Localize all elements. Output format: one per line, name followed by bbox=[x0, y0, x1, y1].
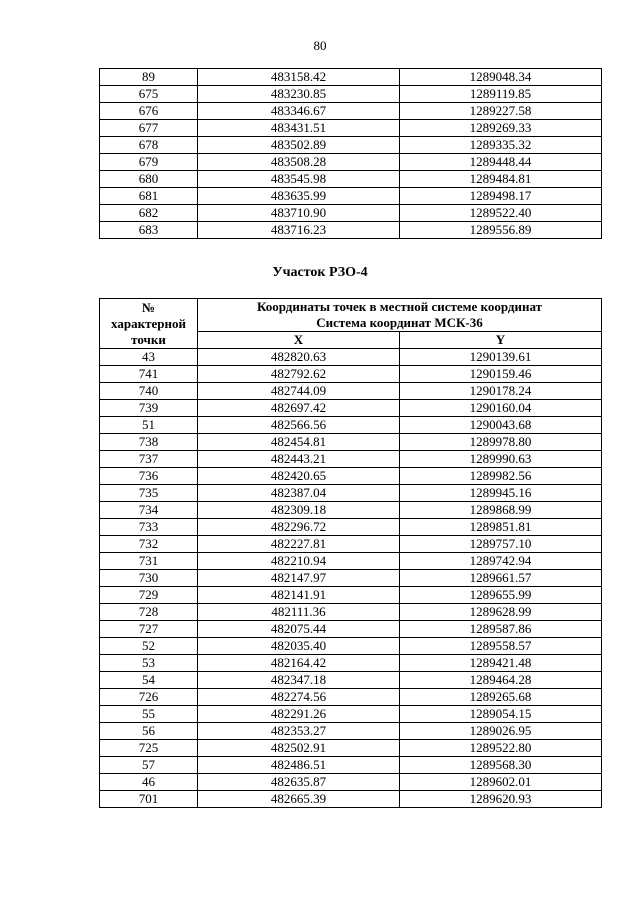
y-coordinate-cell: 1290043.68 bbox=[400, 417, 602, 434]
x-coordinate-cell: 483502.89 bbox=[198, 137, 400, 154]
y-coordinate-cell: 1289990.63 bbox=[400, 451, 602, 468]
header-point-number-line2: характерной bbox=[111, 315, 186, 331]
table-row bbox=[100, 366, 602, 383]
table-row bbox=[100, 120, 602, 137]
table-row bbox=[100, 655, 602, 672]
point-number-cell: 682 bbox=[100, 205, 198, 222]
point-number-cell: 89 bbox=[100, 69, 198, 86]
y-coordinate-cell: 1289556.89 bbox=[400, 222, 602, 239]
point-number-cell: 727 bbox=[100, 621, 198, 638]
table-row bbox=[100, 417, 602, 434]
y-coordinate-cell: 1289602.01 bbox=[400, 774, 602, 791]
y-coordinate-cell: 1289568.30 bbox=[400, 757, 602, 774]
point-number-cell: 675 bbox=[100, 86, 198, 103]
y-coordinate-cell: 1289945.16 bbox=[400, 485, 602, 502]
x-coordinate-cell: 482274.56 bbox=[198, 689, 400, 706]
y-coordinate-cell: 1289851.81 bbox=[400, 519, 602, 536]
table-row bbox=[100, 621, 602, 638]
coordinates-table-continued bbox=[99, 68, 602, 239]
point-number-cell: 738 bbox=[100, 434, 198, 451]
y-coordinate-cell: 1289448.44 bbox=[400, 154, 602, 171]
point-number-cell: 741 bbox=[100, 366, 198, 383]
table-header bbox=[100, 299, 602, 349]
point-number-cell: 679 bbox=[100, 154, 198, 171]
x-coordinate-cell: 482353.27 bbox=[198, 723, 400, 740]
x-coordinate-cell: 482291.26 bbox=[198, 706, 400, 723]
y-coordinate-cell: 1289048.34 bbox=[400, 69, 602, 86]
coordinates-table-rzo4 bbox=[99, 298, 602, 808]
point-number-cell: 737 bbox=[100, 451, 198, 468]
point-number-cell: 736 bbox=[100, 468, 198, 485]
x-coordinate-cell: 482075.44 bbox=[198, 621, 400, 638]
point-number-cell: 683 bbox=[100, 222, 198, 239]
x-coordinate-cell: 482454.81 bbox=[198, 434, 400, 451]
x-coordinate-cell: 482792.62 bbox=[198, 366, 400, 383]
y-coordinate-cell: 1290139.61 bbox=[400, 349, 602, 366]
x-coordinate-cell: 482486.51 bbox=[198, 757, 400, 774]
table-row bbox=[100, 434, 602, 451]
y-coordinate-cell: 1289982.56 bbox=[400, 468, 602, 485]
point-number-cell: 43 bbox=[100, 349, 198, 366]
table-row bbox=[100, 672, 602, 689]
point-number-cell: 735 bbox=[100, 485, 198, 502]
table-row bbox=[100, 468, 602, 485]
table-row bbox=[100, 774, 602, 791]
x-coordinate-cell: 483635.99 bbox=[198, 188, 400, 205]
x-coordinate-cell: 482502.91 bbox=[198, 740, 400, 757]
table-row bbox=[100, 451, 602, 468]
table-row bbox=[100, 604, 602, 621]
point-number-cell: 680 bbox=[100, 171, 198, 188]
point-number-cell: 734 bbox=[100, 502, 198, 519]
x-coordinate-cell: 483346.67 bbox=[198, 103, 400, 120]
y-coordinate-cell: 1289498.17 bbox=[400, 188, 602, 205]
x-coordinate-cell: 482111.36 bbox=[198, 604, 400, 621]
header-x: X bbox=[198, 332, 400, 349]
table-body bbox=[100, 69, 602, 239]
point-number-cell: 731 bbox=[100, 553, 198, 570]
x-coordinate-cell: 482035.40 bbox=[198, 638, 400, 655]
point-number-cell: 701 bbox=[100, 791, 198, 808]
point-number-cell: 57 bbox=[100, 757, 198, 774]
point-number-cell: 55 bbox=[100, 706, 198, 723]
y-coordinate-cell: 1289587.86 bbox=[400, 621, 602, 638]
point-number-cell: 681 bbox=[100, 188, 198, 205]
table-row bbox=[100, 553, 602, 570]
table-row bbox=[100, 349, 602, 366]
x-coordinate-cell: 482147.97 bbox=[198, 570, 400, 587]
table-row bbox=[100, 103, 602, 120]
header-coordinate-system: Система координат МСК-36 bbox=[198, 315, 602, 332]
section-title: Участок РЗО-4 bbox=[272, 265, 368, 280]
point-number-cell: 740 bbox=[100, 383, 198, 400]
y-coordinate-cell: 1289742.94 bbox=[400, 553, 602, 570]
table-row bbox=[100, 205, 602, 222]
y-coordinate-cell: 1289335.32 bbox=[400, 137, 602, 154]
table-row bbox=[100, 400, 602, 417]
x-coordinate-cell: 482387.04 bbox=[198, 485, 400, 502]
y-coordinate-cell: 1289269.33 bbox=[400, 120, 602, 137]
table-row bbox=[100, 485, 602, 502]
page-number: 80 bbox=[313, 38, 327, 53]
header-point-number-line3: точки bbox=[131, 331, 166, 347]
x-coordinate-cell: 482566.56 bbox=[198, 417, 400, 434]
x-coordinate-cell: 483710.90 bbox=[198, 205, 400, 222]
table-row bbox=[100, 638, 602, 655]
header-point-number bbox=[100, 299, 198, 349]
point-number-cell: 53 bbox=[100, 655, 198, 672]
x-coordinate-cell: 483431.51 bbox=[198, 120, 400, 137]
table-row bbox=[100, 383, 602, 400]
table-row bbox=[100, 536, 602, 553]
x-coordinate-cell: 482697.42 bbox=[198, 400, 400, 417]
y-coordinate-cell: 1289655.99 bbox=[400, 587, 602, 604]
y-coordinate-cell: 1289421.48 bbox=[400, 655, 602, 672]
x-coordinate-cell: 483716.23 bbox=[198, 222, 400, 239]
x-coordinate-cell: 483545.98 bbox=[198, 171, 400, 188]
header-point-number-line1: № bbox=[141, 299, 156, 315]
point-number-cell: 730 bbox=[100, 570, 198, 587]
table-row bbox=[100, 69, 602, 86]
table-row bbox=[100, 222, 602, 239]
point-number-cell: 725 bbox=[100, 740, 198, 757]
x-coordinate-cell: 483158.42 bbox=[198, 69, 400, 86]
table-body bbox=[100, 349, 602, 808]
point-number-cell: 678 bbox=[100, 137, 198, 154]
table-row bbox=[100, 188, 602, 205]
y-coordinate-cell: 1289227.58 bbox=[400, 103, 602, 120]
table-row bbox=[100, 171, 602, 188]
point-number-cell: 729 bbox=[100, 587, 198, 604]
y-coordinate-cell: 1289464.28 bbox=[400, 672, 602, 689]
table-row bbox=[100, 757, 602, 774]
table-row bbox=[100, 791, 602, 808]
x-coordinate-cell: 482420.65 bbox=[198, 468, 400, 485]
x-coordinate-cell: 482347.18 bbox=[198, 672, 400, 689]
y-coordinate-cell: 1290159.46 bbox=[400, 366, 602, 383]
y-coordinate-cell: 1289522.40 bbox=[400, 205, 602, 222]
point-number-cell: 52 bbox=[100, 638, 198, 655]
y-coordinate-cell: 1289757.10 bbox=[400, 536, 602, 553]
point-number-cell: 54 bbox=[100, 672, 198, 689]
x-coordinate-cell: 482820.63 bbox=[198, 349, 400, 366]
point-number-cell: 677 bbox=[100, 120, 198, 137]
y-coordinate-cell: 1289119.85 bbox=[400, 86, 602, 103]
x-coordinate-cell: 483230.85 bbox=[198, 86, 400, 103]
y-coordinate-cell: 1289054.15 bbox=[400, 706, 602, 723]
x-coordinate-cell: 482443.21 bbox=[198, 451, 400, 468]
x-coordinate-cell: 483508.28 bbox=[198, 154, 400, 171]
x-coordinate-cell: 482635.87 bbox=[198, 774, 400, 791]
table-row bbox=[100, 689, 602, 706]
header-y: Y bbox=[400, 332, 602, 349]
y-coordinate-cell: 1289265.68 bbox=[400, 689, 602, 706]
y-coordinate-cell: 1289484.81 bbox=[400, 171, 602, 188]
table-row bbox=[100, 740, 602, 757]
point-number-cell: 676 bbox=[100, 103, 198, 120]
y-coordinate-cell: 1289522.80 bbox=[400, 740, 602, 757]
point-number-cell: 732 bbox=[100, 536, 198, 553]
y-coordinate-cell: 1289558.57 bbox=[400, 638, 602, 655]
table-row bbox=[100, 723, 602, 740]
table-row bbox=[100, 502, 602, 519]
table-row bbox=[100, 587, 602, 604]
point-number-cell: 739 bbox=[100, 400, 198, 417]
table-row bbox=[100, 706, 602, 723]
y-coordinate-cell: 1289026.95 bbox=[400, 723, 602, 740]
y-coordinate-cell: 1289978.80 bbox=[400, 434, 602, 451]
point-number-cell: 51 bbox=[100, 417, 198, 434]
x-coordinate-cell: 482141.91 bbox=[198, 587, 400, 604]
point-number-cell: 728 bbox=[100, 604, 198, 621]
y-coordinate-cell: 1289868.99 bbox=[400, 502, 602, 519]
y-coordinate-cell: 1289661.57 bbox=[400, 570, 602, 587]
x-coordinate-cell: 482744.09 bbox=[198, 383, 400, 400]
x-coordinate-cell: 482210.94 bbox=[198, 553, 400, 570]
point-number-cell: 56 bbox=[100, 723, 198, 740]
x-coordinate-cell: 482309.18 bbox=[198, 502, 400, 519]
table-row bbox=[100, 570, 602, 587]
table-row bbox=[100, 519, 602, 536]
header-coordinates-group: Координаты точек в местной системе координат bbox=[198, 299, 602, 316]
x-coordinate-cell: 482665.39 bbox=[198, 791, 400, 808]
point-number-cell: 726 bbox=[100, 689, 198, 706]
table-row bbox=[100, 154, 602, 171]
y-coordinate-cell: 1290178.24 bbox=[400, 383, 602, 400]
x-coordinate-cell: 482227.81 bbox=[198, 536, 400, 553]
table-row bbox=[100, 137, 602, 154]
y-coordinate-cell: 1290160.04 bbox=[400, 400, 602, 417]
point-number-cell: 733 bbox=[100, 519, 198, 536]
y-coordinate-cell: 1289628.99 bbox=[400, 604, 602, 621]
table-row bbox=[100, 86, 602, 103]
y-coordinate-cell: 1289620.93 bbox=[400, 791, 602, 808]
x-coordinate-cell: 482164.42 bbox=[198, 655, 400, 672]
point-number-cell: 46 bbox=[100, 774, 198, 791]
x-coordinate-cell: 482296.72 bbox=[198, 519, 400, 536]
